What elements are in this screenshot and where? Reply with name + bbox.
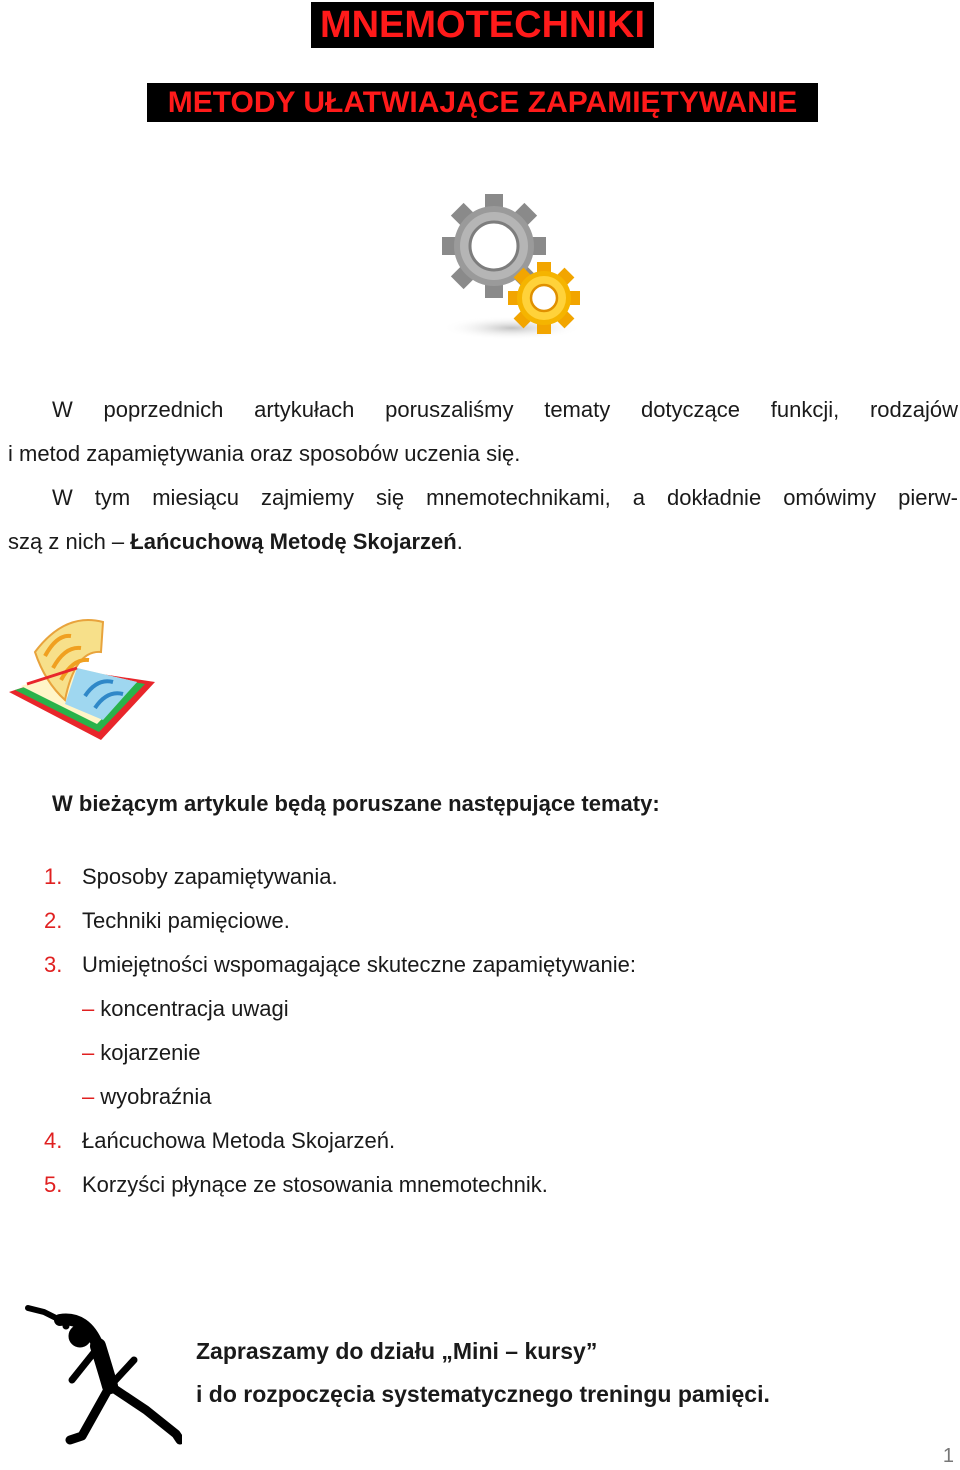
topics-heading: W bieżącym artykule będą poruszane następujące tematy:: [52, 791, 660, 816]
list-number: 3.: [44, 952, 63, 977]
intro-line-4-start: szą z nich –: [8, 529, 131, 554]
sub-list-item-text: wyobraźnia: [100, 1084, 212, 1109]
list-item: [44, 1119, 636, 1163]
list-number: 4.: [44, 1128, 63, 1153]
intro-line-2: i metod zapamiętywania oraz sposobów uczenia się.: [8, 441, 521, 466]
dash-marker: –: [82, 1040, 95, 1065]
sub-list-item-text: koncentracja uwagi: [100, 996, 289, 1021]
list-item: [44, 899, 636, 943]
page-number: 1: [942, 1445, 954, 1467]
sub-list-item: [44, 1031, 636, 1075]
sub-list-item: [44, 1075, 636, 1119]
dash-marker: –: [82, 996, 95, 1021]
topics-list: [44, 855, 636, 1207]
intro-line-4: [8, 520, 958, 564]
invite-line-1: Zapraszamy do działu „Mini – kursy”: [196, 1338, 598, 1364]
list-number: 5.: [44, 1172, 63, 1197]
method-name: Łańcuchową Metodę Skojarzeń: [130, 529, 457, 554]
intro-line-4-end: .: [456, 529, 463, 554]
list-item: [44, 943, 636, 987]
dash-marker: –: [82, 1084, 95, 1109]
invite-line-2: i do rozpoczęcia systematycznego treningu pamięci.: [196, 1381, 770, 1407]
open-book-icon: [5, 612, 165, 750]
list-item-text: Umiejętności wspomagające skuteczne zapamiętywanie:: [82, 952, 636, 977]
invite-block: [196, 1330, 770, 1416]
list-item-text: Korzyści płynące ze stosowania mnemotechnik.: [82, 1172, 548, 1197]
sub-list-item: [44, 987, 636, 1031]
list-item-text: Techniki pamięciowe.: [82, 908, 290, 933]
list-number: 2.: [44, 908, 63, 933]
stretching-figure-icon: [22, 1302, 182, 1447]
list-item: [44, 1163, 636, 1207]
list-number: 1.: [44, 864, 63, 889]
page-title: MNEMOTECHNIKI: [311, 2, 654, 48]
intro-line-1: W poprzednich artykułach poruszaliśmy tematy dotyczące funkcji, rodzajów: [52, 397, 958, 422]
list-item: [44, 855, 636, 899]
intro-line-3: W tym miesiącu zajmiemy się mnemotechnikami, a dokładnie omówimy pierw-: [52, 485, 958, 510]
page-subtitle: METODY UŁATWIAJĄCE ZAPAMIĘTYWANIE: [147, 83, 818, 122]
sub-list-item-text: kojarzenie: [100, 1040, 201, 1065]
list-item-text: Sposoby zapamiętywania.: [82, 864, 338, 889]
gears-icon: [432, 188, 592, 346]
list-item-text: Łańcuchowa Metoda Skojarzeń.: [82, 1128, 396, 1153]
